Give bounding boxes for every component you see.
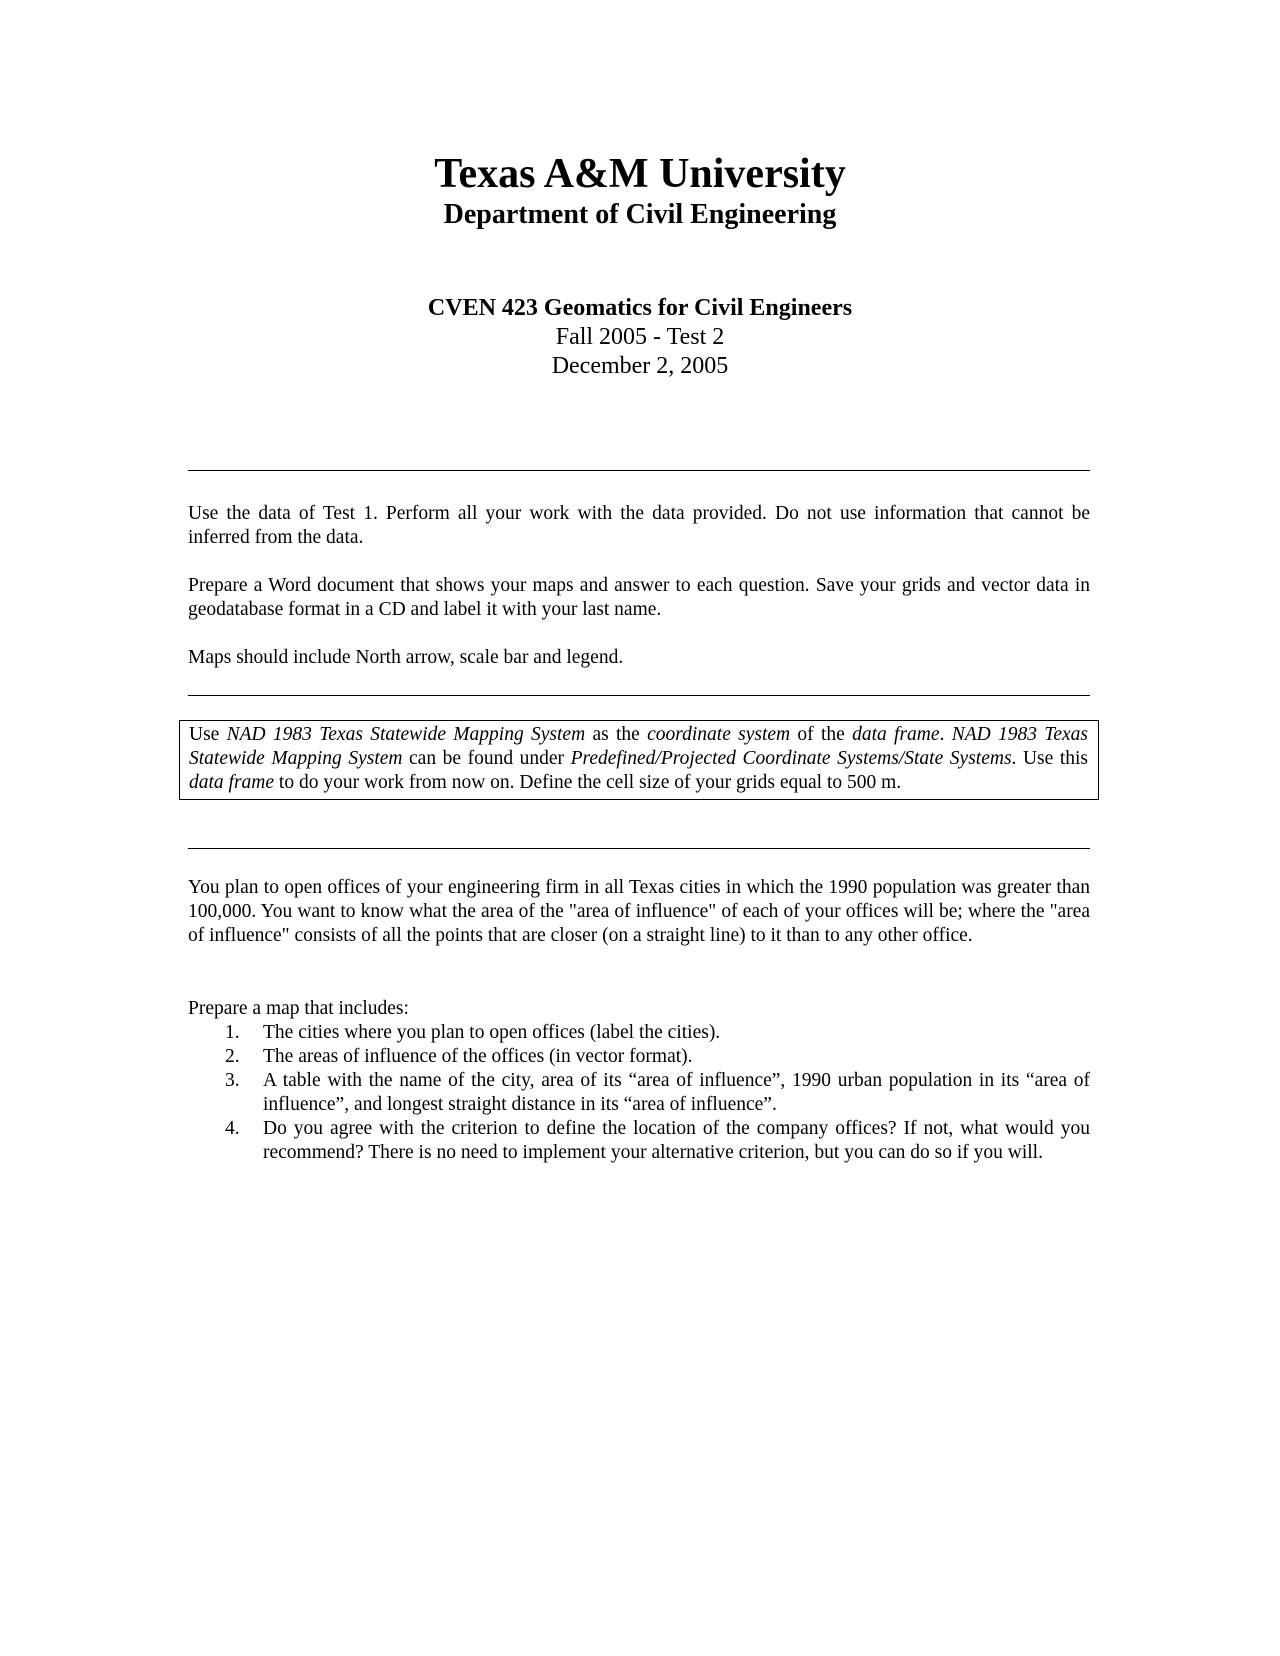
university-title: Texas A&M University: [434, 151, 846, 197]
divider-bottom: [188, 848, 1090, 849]
note-text: to do your work from now on. Define the cell size of your grids equal to 500 m.: [274, 772, 902, 793]
list-item-number: 4.: [225, 1118, 240, 1139]
map-requirements-lead: Prepare a map that includes:: [188, 998, 409, 1019]
list-item-number: 3.: [225, 1070, 240, 1091]
note-text: as the: [585, 724, 648, 745]
list-item-text: Do you agree with the criterion to define the location of the company offices? If not, what would you recommend? There is no need to implement your alternative criterion, but you can do so if you will.: [263, 1118, 1090, 1163]
list-item-number: 1.: [225, 1022, 240, 1043]
note-emphasis: data frame: [189, 772, 275, 793]
term-label: Fall 2005 - Test 2: [555, 324, 725, 350]
note-text: .: [939, 724, 952, 745]
list-item-text: A table with the name of the city, area of its “area of influence”, 1990 urban population in its “area of influence”, and longest straight distance in its “area of influence”.: [263, 1070, 1090, 1115]
instruction-map-elements: Maps should include North arrow, scale bar and legend.: [188, 647, 624, 668]
divider-top: [188, 470, 1090, 471]
list-item: [188, 1021, 1090, 1045]
problem-statement: You plan to open offices of your engineering firm in all Texas cities in which the 1990 population was greater than 100,000. You want to know what the area of the "area of influence" of each of your offices will be; where the "area of influence" consists of all the points that are closer (on a straight line) to it than to any other office.: [188, 877, 1090, 946]
list-item-text: The areas of influence of the offices (in vector format).: [263, 1046, 693, 1067]
note-emphasis: Predefined/Projected Coordinate Systems/State Systems: [570, 748, 1012, 769]
note-text: of the: [790, 724, 853, 745]
course-title: CVEN 423 Geomatics for Civil Engineers: [427, 295, 853, 321]
list-item: [188, 1117, 1090, 1165]
coordinate-system-note: [179, 720, 1099, 800]
department-title: Department of Civil Engineering: [443, 199, 837, 230]
list-item: [188, 1069, 1090, 1117]
map-requirements-list: [188, 1021, 1090, 1165]
instruction-word-document: Prepare a Word document that shows your maps and answer to each question. Save your grids and vector data in geodatabase format in a CD and label it with your last name.: [188, 575, 1090, 620]
note-text: can be found under: [402, 748, 571, 769]
list-item-number: 2.: [225, 1046, 240, 1067]
divider-middle: [188, 695, 1090, 696]
note-emphasis: NAD 1983 Texas Statewide Mapping System: [189, 724, 1088, 769]
note-emphasis: NAD 1983 Texas Statewide Mapping System: [226, 724, 586, 745]
note-text: Use: [189, 724, 227, 745]
note-emphasis: coordinate system: [647, 724, 791, 745]
exam-date: December 2, 2005: [551, 353, 729, 379]
instruction-data-usage: Use the data of Test 1. Perform all your work with the data provided. Do not use information that cannot be inferred from the data.: [188, 503, 1090, 548]
note-text: . Use this: [1011, 748, 1088, 769]
note-emphasis: data frame: [852, 724, 940, 745]
list-item: [188, 1045, 1090, 1069]
list-item-text: The cities where you plan to open offices (label the cities).: [263, 1022, 721, 1043]
